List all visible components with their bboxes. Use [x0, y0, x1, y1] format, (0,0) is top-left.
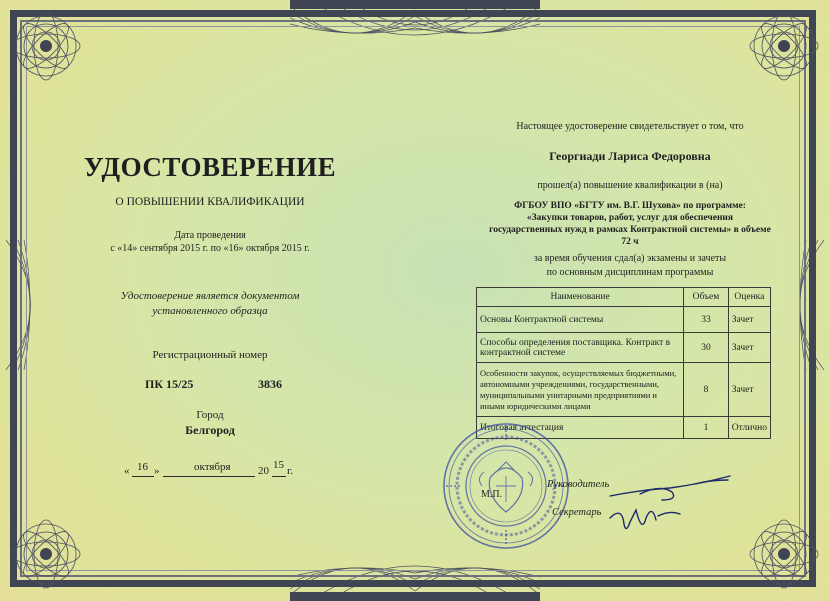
head-label: Руководитель — [547, 479, 610, 490]
table-row — [477, 307, 771, 333]
seal-place-label: М.П. — [481, 489, 503, 500]
subject-name: Основы Контрактной системы — [477, 307, 684, 333]
corner-rosette-icon — [8, 500, 100, 592]
subject-volume: 1 — [684, 417, 729, 439]
registration-label: Регистрационный номер — [152, 349, 268, 361]
subject-name: Итоговая аттестация — [477, 417, 684, 439]
column-header-grade: Оценка — [728, 288, 770, 307]
table-row — [477, 363, 771, 417]
issue-month: октября — [194, 461, 231, 473]
issue-year-end: г. — [287, 465, 294, 477]
date-range: с «14» сентября 2015 г. по «16» октября 2015 г. — [110, 243, 310, 254]
program-hours: 72 ч — [621, 237, 639, 247]
signature-icon — [600, 470, 750, 540]
issue-close-quote: » — [154, 465, 160, 477]
certificate-title: УДОСТОВЕРЕНИЕ — [83, 152, 337, 182]
note-line-2: установленного образца — [152, 305, 268, 317]
exam-line-1: за время обучения сдал(а) экзамены и зачеты — [533, 253, 727, 264]
subject-volume: 33 — [684, 307, 729, 333]
subject-grade: Зачет — [728, 363, 770, 417]
corner-rosette-icon — [8, 8, 100, 100]
subject-grade: Зачет — [728, 333, 770, 363]
certifies-statement: Настоящее удостоверение свидетельствует о том, что — [516, 121, 744, 132]
subject-grade: Отлично — [728, 417, 770, 439]
issue-month-line — [163, 476, 255, 477]
subject-volume: 30 — [684, 333, 729, 363]
date-label: Дата проведения — [174, 230, 246, 241]
issue-year-prefix: 20 — [258, 465, 269, 477]
subject-name: Особенности закупок, осуществляемых бюджетными, автономными учреждениями, государственными, муниципальными унитарными предприятиями и иными юридическими лицами — [477, 363, 684, 417]
subject-name: Способы определения поставщика. Контракт в контрактной системе — [477, 333, 684, 363]
registration-series: ПК 15/25 — [145, 377, 194, 391]
issue-year-line — [272, 476, 286, 477]
certificate-subtitle: О ПОВЫШЕНИИ КВАЛИФИКАЦИИ — [115, 196, 305, 208]
corner-rosette-icon — [730, 8, 822, 100]
program-line-1: ФГБОУ ВПО «БГТУ им. В.Г. Шухова» по программе: — [514, 201, 746, 211]
issue-year-suffix: 15 — [273, 459, 284, 471]
program-line-3: государственных нужд в рамках Контрактной системы» в объеме — [489, 225, 771, 235]
city-label: Город — [196, 409, 224, 421]
program-line-2: «Закупки товаров, работ, услуг для обеспечения — [526, 213, 734, 223]
exam-line-2: по основным дисциплинам программы — [546, 267, 714, 278]
issue-open-quote: « — [124, 465, 130, 477]
secretary-label: Секретарь — [552, 507, 602, 518]
table-row — [477, 333, 771, 363]
column-header-name: Наименование — [477, 288, 684, 307]
registration-number: 3836 — [258, 377, 282, 391]
person-name: Георгиади Лариса Федоровна — [549, 149, 711, 163]
issue-day-line — [132, 476, 154, 477]
city-name: Белгород — [185, 423, 235, 437]
grades-table — [476, 287, 771, 439]
passed-statement: прошел(а) повышение квалификации в (на) — [537, 180, 723, 191]
issue-day: 16 — [137, 461, 148, 473]
subject-volume: 8 — [684, 363, 729, 417]
note-line-1: Удостоверение является документом — [120, 290, 300, 302]
subject-grade: Зачет — [728, 307, 770, 333]
column-header-volume: Объем — [684, 288, 729, 307]
table-header-row — [477, 288, 771, 307]
